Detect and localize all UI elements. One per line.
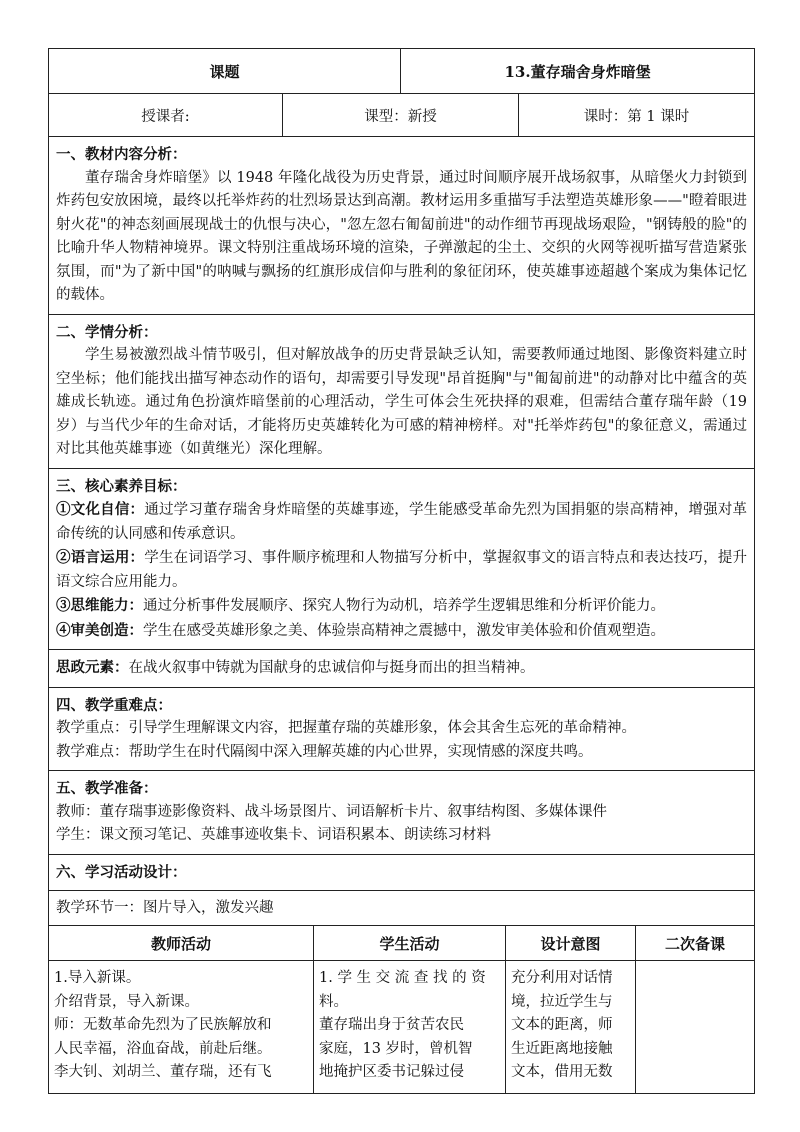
teacher-activity-line: 师：无数革命先烈为了民族解放和 [54, 1017, 272, 1033]
goal-text: 学生在感受英雄形象之美、体验崇高精神之震撼中，激发审美体验和价值观塑造。 [143, 622, 665, 639]
student-activity-line: 家庭，13 岁时，曾机智 [319, 1040, 473, 1057]
lesson-plan-table [48, 48, 755, 926]
design-intent-line: 文本的距离，师 [511, 1017, 613, 1033]
key-points-title: 四、教学重难点： [56, 696, 172, 714]
goal-label: ④审美创造： [56, 621, 143, 639]
column-header: 设计意图 [506, 926, 636, 961]
topic-value: 13.董存瑞舍身炸暗堡 [401, 49, 755, 94]
ideology-row [49, 650, 755, 688]
activities-title-section [49, 854, 755, 891]
second-prep-cell [636, 961, 755, 1094]
ideology-section [49, 650, 755, 688]
goal-label: ③思维能力： [56, 597, 143, 614]
goal-label: ②语言运用： [56, 549, 145, 566]
key-points-row [49, 687, 755, 771]
student-prep-line: 学生：课文预习笔记、英雄事迹收集卡、词语积累本、朗读练习材料 [56, 827, 491, 843]
goal-item [56, 546, 747, 594]
ideology-line [56, 656, 747, 681]
topic-label: 课题 [49, 49, 401, 94]
key-points-section [49, 687, 755, 771]
content-analysis-title: 一、教材内容分析： [56, 146, 187, 163]
difficulty-line: 教学难点：帮助学生在时代隔阂中深入理解英雄的内心世界，实现情感的深度共鸣。 [56, 743, 593, 760]
goal-text: 通过分析事件发展顺序、探究人物行为动机，培养学生逻辑思维和分析评价能力。 [143, 598, 665, 614]
student-activity-line: 地掩护区委书记躲过侵 [319, 1064, 464, 1080]
student-activity-line: 1. 学 生 交 流 查 找 的 资 [319, 970, 486, 986]
goal-item [56, 498, 747, 546]
activity-step: 教学环节一：图片导入，激发兴趣 [49, 891, 755, 926]
core-goals-row [49, 468, 755, 650]
preparation-row [49, 771, 755, 855]
teacher-activity-line: 介绍背景，导入新课。 [54, 993, 199, 1010]
content-analysis-body: 董存瑞舍身炸暗堡》以 1948 年隆化战役为历史背景，通过时间顺序展开战场叙事，从暗堡火力封锁到炸药包安放困境，最终以托举炸药的壮烈场景达到高潮。教材运用多重描写手法塑造英雄形象——"瞪着眼进射火花"的神态刻画展现战士的仇恨与决心，"忽左忽右匍匐前进"的动作细节再现战场艰险，"钢铸般的脸"的比喻升华人物精神境界。课文特别注重战场环境的渲染，子弹激起的尘土、交织的火网等视听描写营造紧张氛围，而"为了新中国"的呐喊与飘扬的红旗形成信仰与胜利的象征闭环，使英雄事迹超越个案成为集体记忆的载体。 [56, 169, 748, 303]
learner-analysis-section [49, 314, 755, 468]
ideology-label: 思政元素： [56, 659, 129, 676]
goal-label: ①文化自信： [56, 501, 145, 518]
student-activity-line: 料。 [319, 993, 348, 1010]
design-intent-cell [506, 961, 636, 1094]
learner-analysis-title: 二、学情分析： [56, 323, 158, 341]
goal-text: 学生在词语学习、事件顺序梳理和人物描写分析中，掌握叙事文的语言特点和表达技巧，提升语文综合应用能力。 [56, 550, 748, 590]
column-header: 教师活动 [49, 926, 314, 961]
column-header: 二次备课 [636, 926, 755, 961]
activity-header-row [49, 926, 755, 961]
preparation-title: 五、教学准备： [56, 780, 158, 797]
design-intent-line: 境，拉近学生与 [511, 993, 613, 1010]
goal-item [56, 619, 747, 644]
teacher-activity-cell [49, 961, 314, 1094]
teacher-activity-line: 1.导入新课。 [54, 970, 141, 986]
learner-analysis-body: 学生易被激烈战斗情节吸引，但对解放战争的历史背景缺乏认知，需要教师通过地图、影像资料建立时空坐标；他们能找出描写神态动作的语句，却需要引导发现"昂首挺胸"与"匍匐前进"的动静对比中蕴含的英雄成长轨迹。通过角色扮演炸暗堡前的心理活动，学生可体会生死抉择的艰难，但需结合董存瑞年龄（19 岁）与当代少年的生命对话，才能将历史英雄转化为可感的精神榜样。对"托举炸药包"的象征意义，需通过对比其他英雄事迹（如黄继光）深化理解。 [56, 347, 748, 457]
activity-step-row [49, 891, 755, 926]
activities-title-row [49, 854, 755, 891]
teacher-prep-line: 教师：董存瑞事迹影像资料、战斗场景图片、词语解析卡片、叙事结构图、多媒体课件 [56, 803, 607, 820]
teacher-activity-line: 人民幸福，浴血奋战，前赴后继。 [54, 1040, 272, 1057]
teacher-activity-line: 李大钊、刘胡兰、董存瑞，还有飞 [54, 1064, 272, 1080]
design-intent-line: 文本，借用无数 [511, 1064, 613, 1080]
content-analysis-section [49, 137, 755, 315]
core-goals-section [49, 468, 755, 650]
teacher-label: 授课者: [49, 94, 283, 137]
topic-row [49, 49, 755, 94]
content-analysis-row [49, 137, 755, 315]
column-header: 学生活动 [314, 926, 506, 961]
lesson-type: 课型：新授 [283, 94, 519, 137]
activity-body-row [49, 961, 755, 1094]
goal-item [56, 594, 747, 619]
core-goals-title: 三、核心素养目标： [56, 477, 187, 495]
ideology-text: 在战火叙事中铸就为国献身的忠诚信仰与挺身而出的担当精神。 [128, 660, 535, 676]
lesson-plan-page [48, 48, 754, 1094]
meta-row [49, 94, 755, 137]
preparation-section [49, 771, 755, 855]
lesson-hours: 课时：第 1 课时 [519, 94, 755, 137]
student-activity-line: 董存瑞出身于贫苦农民 [319, 1017, 464, 1033]
activities-title: 六、学习活动设计： [56, 863, 187, 881]
learner-analysis-row [49, 314, 755, 468]
goal-text: 通过学习董存瑞舍身炸暗堡的英雄事迹，学生能感受革命先烈为国捐躯的崇高精神，增强对革命传统的认同感和传承意识。 [56, 502, 748, 542]
activity-table [48, 925, 755, 1094]
student-activity-cell [314, 961, 506, 1094]
key-point-line: 教学重点：引导学生理解课文内容，把握董存瑞的英雄形象，体会其舍生忘死的革命精神。 [56, 720, 636, 736]
design-intent-line: 生近距离地接触 [511, 1040, 613, 1057]
design-intent-line: 充分利用对话情 [511, 970, 613, 986]
